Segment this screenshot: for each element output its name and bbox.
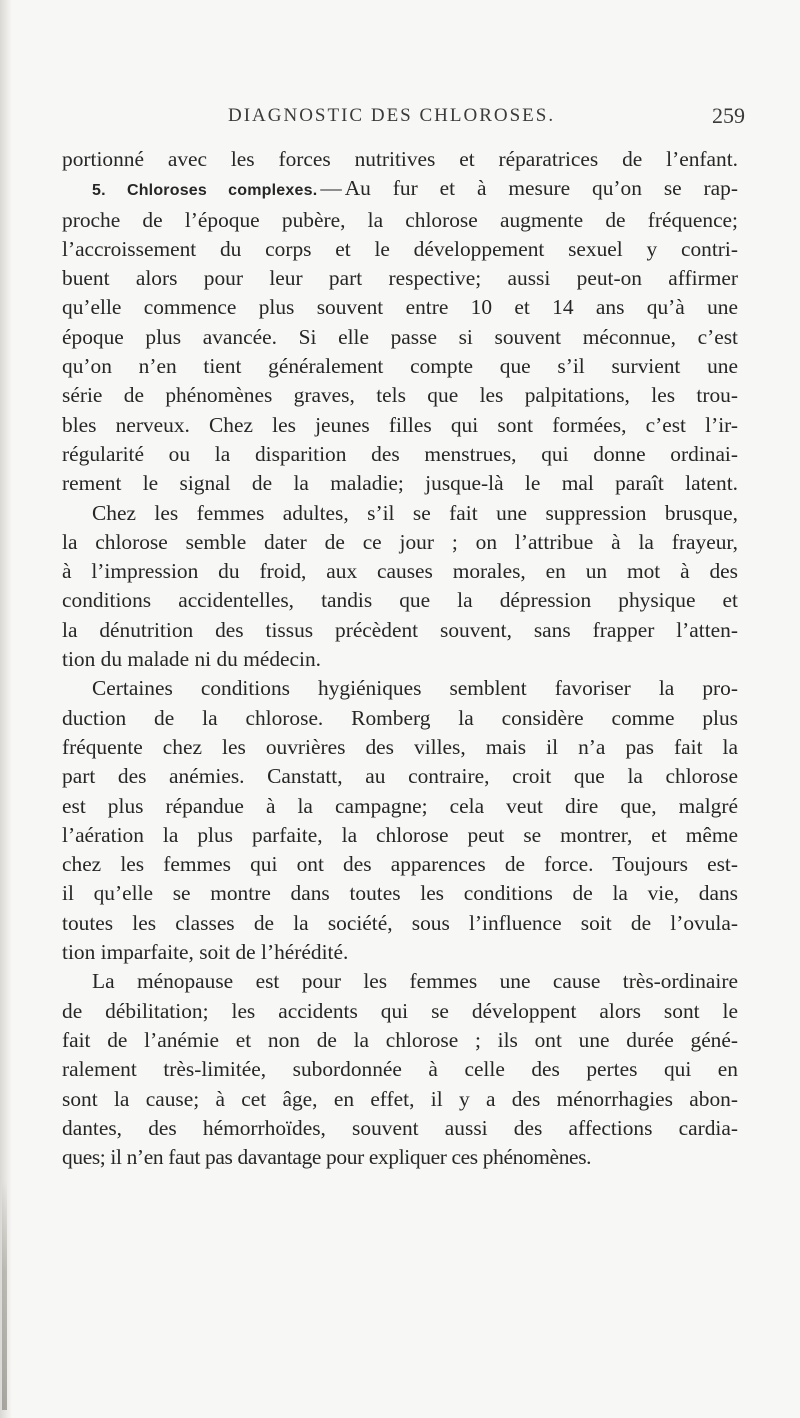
text-line: bles nerveux. Chez les jeunes filles qui sont formées, c’est l’ir- <box>62 412 738 437</box>
running-header <box>0 105 800 145</box>
body-text <box>62 145 738 1172</box>
text-line: portionné avec les forces nutritives et réparatrices de l’enfant. <box>62 147 738 171</box>
text-line: époque plus avancée. Si elle passe si souvent méconnue, c’est <box>62 324 738 349</box>
text-line: la dénutrition des tissus précèdent souvent, sans frapper l’atten- <box>62 617 738 642</box>
text-line: est plus répandue à la campagne; cela veut dire que, malgré <box>62 793 738 818</box>
text-line: qu’elle commence plus souvent entre 10 et 14 ans qu’à une <box>62 295 738 320</box>
text-line: la chlorose semble dater de ce jour ; on l’attribue à la frayeur, <box>62 529 738 554</box>
text-line: sont la cause; à cet âge, en effet, il y a des ménorrhagies abon- <box>62 1086 738 1111</box>
text-line: rement le signal de la maladie; jusque-là le mal paraît latent. <box>62 471 738 496</box>
text-line: fait de l’anémie et non de la chlorose ; ils ont une durée géné- <box>62 1027 738 1052</box>
text-line: La ménopause est pour les femmes une cause très-ordinaire <box>92 969 738 994</box>
text-line: ques; il n’en faut pas davantage pour expliquer ces phénomènes. <box>62 1145 592 1170</box>
text-line: qu’on n’en tient généralement compte que s’il survient une <box>62 354 738 379</box>
paragraph <box>62 967 738 1172</box>
text-line: il qu’elle se montre dans toutes les conditions de la vie, dans <box>62 881 738 906</box>
section-heading: 5. Chloroses complexes. <box>92 182 318 200</box>
text-line: à l’impression du froid, aux causes morales, en un mot à des <box>62 559 738 584</box>
text-fragment: Au fur et à mesure qu’on se rap- <box>344 176 738 201</box>
text-line: chez les femmes qui ont des apparences de force. Toujours est- <box>62 852 738 877</box>
paragraph-continuation <box>62 145 738 174</box>
binding-edge-mark <box>2 1180 7 1410</box>
text-line: toutes les classes de la société, sous l’influence soit de l’ovula- <box>62 910 738 935</box>
section-chloroses-complexes <box>62 174 738 498</box>
text-line: duction de la chlorose. Romberg la considère comme plus <box>62 705 738 730</box>
paragraph <box>62 674 738 967</box>
text-line: tion imparfaite, soit de l’hérédité. <box>62 940 349 965</box>
running-title: DIAGNOSTIC DES CHLOROSES. <box>228 105 556 126</box>
text-line: régularité ou la disparition des menstrues, qui donne ordinai- <box>62 441 738 466</box>
text-line: buent alors pour leur part respective; aussi peut-on affirmer <box>62 266 738 291</box>
text-line: dantes, des hémorrhoïdes, souvent aussi des affections cardia- <box>62 1115 738 1140</box>
text-line: Chez les femmes adultes, s’il se fait une suppression brusque, <box>92 500 738 525</box>
text-line: de débilitation; les accidents qui se développent alors sont le <box>62 998 738 1023</box>
text-line: ralement très-limitée, subordonnée à celle des pertes qui en <box>62 1057 738 1082</box>
text-line: fréquente chez les ouvrières des villes, mais il n’a pas fait la <box>62 734 738 759</box>
text-line: part des anémies. Canstatt, au contraire, croit que la chlorose <box>62 764 738 789</box>
paragraph <box>62 499 738 675</box>
text-line: Certaines conditions hygiéniques semblent favoriser la pro- <box>92 676 738 701</box>
em-dash: — <box>320 176 342 201</box>
text-line: l’aération la plus parfaite, la chlorose peut se montrer, et même <box>62 822 738 847</box>
text-line: série de phénomènes graves, tels que les palpitations, les trou- <box>62 383 738 408</box>
text-line: proche de l’époque pubère, la chlorose augmente de fréquence; <box>62 207 738 232</box>
text-line: l’accroissement du corps et le développement sexuel y contri- <box>62 236 738 261</box>
text-line <box>62 174 738 205</box>
text-line: conditions accidentelles, tandis que la dépression physique et <box>62 588 738 613</box>
text-line: tion du malade ni du médecin. <box>62 647 321 672</box>
page-number: 259 <box>712 103 745 128</box>
